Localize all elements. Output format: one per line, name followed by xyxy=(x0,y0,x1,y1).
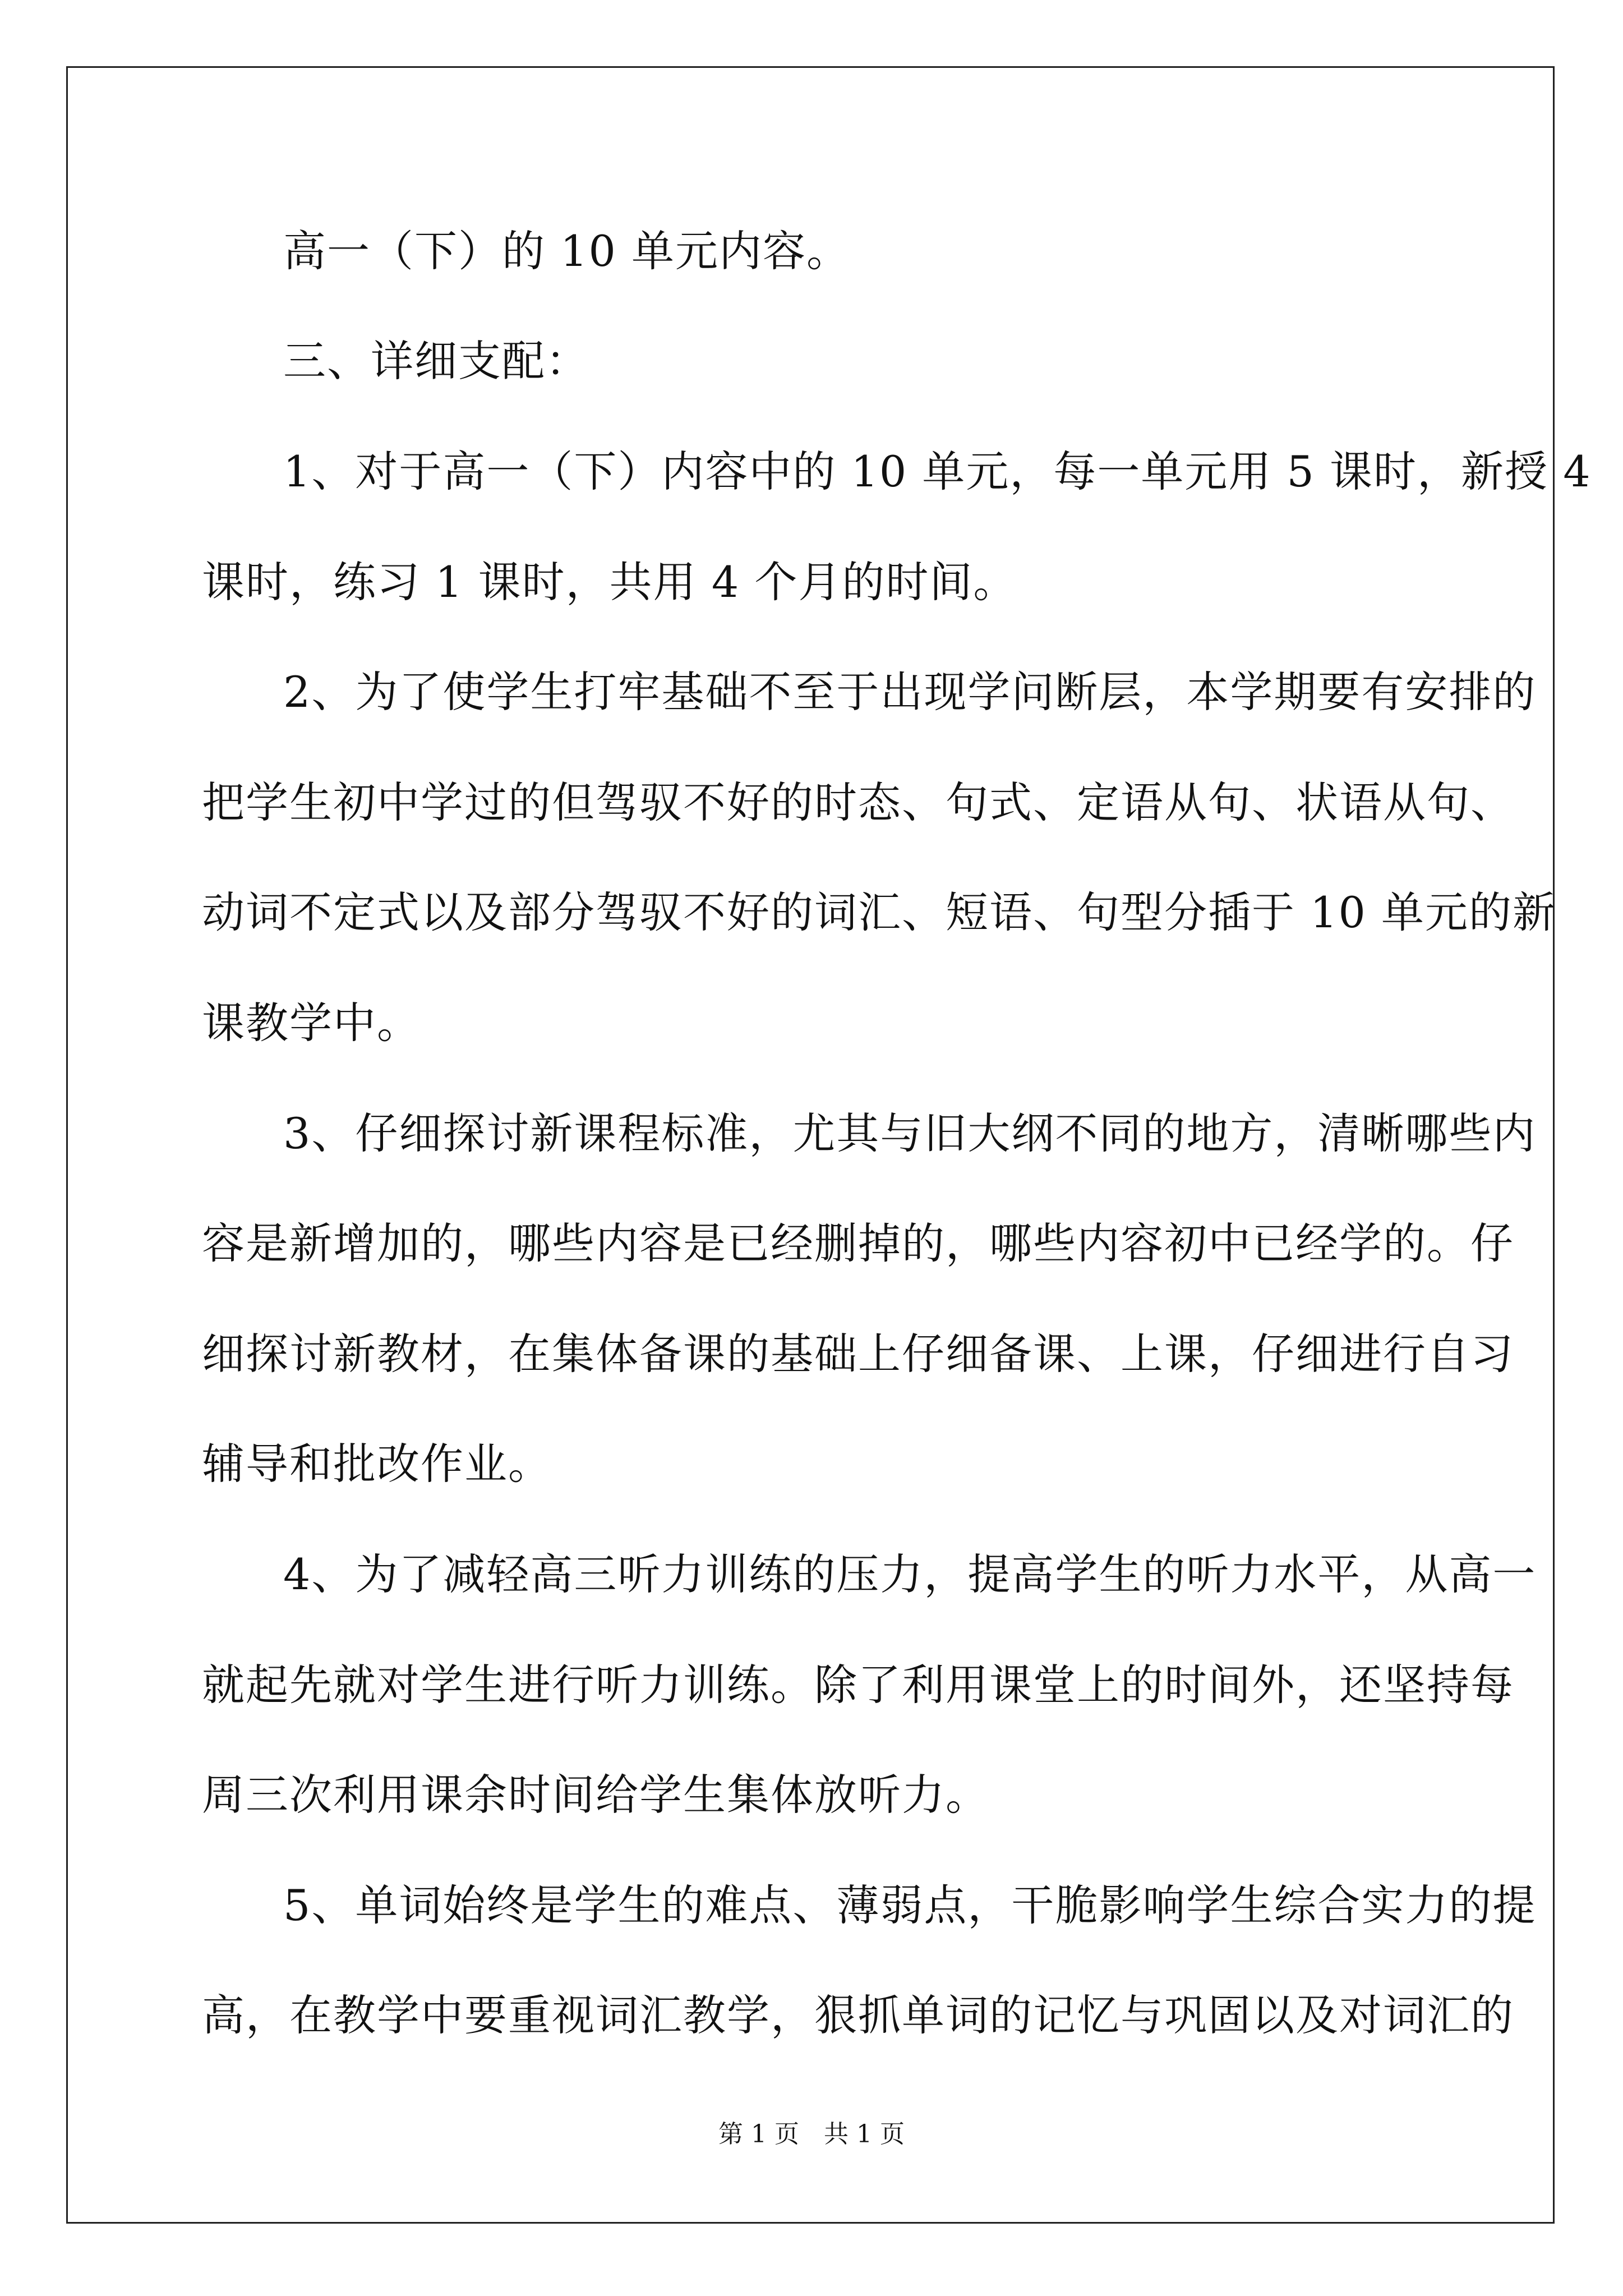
text-line: 2、为了使学生打牢基础不至于出现学问断层，本学期要有安排的 xyxy=(283,667,1537,717)
text-line: 动词不定式以及部分驾驭不好的词汇、短语、句型分插于 10 单元的新 xyxy=(202,887,1557,937)
text-line: 把学生初中学过的但驾驭不好的时态、句式、定语从句、状语从句、 xyxy=(202,777,1514,827)
text-line: 高，在教学中要重视词汇教学，狠抓单词的记忆与巩固以及对词汇的 xyxy=(202,1990,1514,2040)
text-line: 课时，练习 1 课时，共用 4 个月的时间。 xyxy=(202,557,1017,607)
text-line: 3、仔细探讨新课程标准，尤其与旧大纲不同的地方，清晰哪些内 xyxy=(283,1108,1537,1158)
text-line: 细探讨新教材，在集体备课的基础上仔细备课、上课，仔细进行自习 xyxy=(202,1329,1514,1379)
text-line: 就起先就对学生进行听力训练。除了利用课堂上的时间外，还坚持每 xyxy=(202,1660,1514,1710)
text-line: 容是新增加的，哪些内容是已经删掉的，哪些内容初中已经学的。仔 xyxy=(202,1218,1514,1268)
text-line: 辅导和批改作业。 xyxy=(202,1439,552,1489)
page-number-footer: 第 1 页 共 1 页 xyxy=(718,2120,905,2148)
text-line: 4、为了减轻高三听力训练的压力，提高学生的听力水平，从高一 xyxy=(283,1549,1537,1599)
text-line: 课教学中。 xyxy=(202,998,421,1048)
text-line: 1、对于高一（下）内容中的 10 单元，每一单元用 5 课时，新授 4 xyxy=(283,447,1592,496)
section-heading: 三、详细支配： xyxy=(283,336,589,386)
text-line: 周三次利用课余时间给学生集体放听力。 xyxy=(202,1770,989,1820)
text-line: 高一（下）的 10 单元内容。 xyxy=(283,226,851,276)
text-line: 5、单词始终是学生的难点、薄弱点，干脆影响学生综合实力的提 xyxy=(283,1880,1537,1930)
